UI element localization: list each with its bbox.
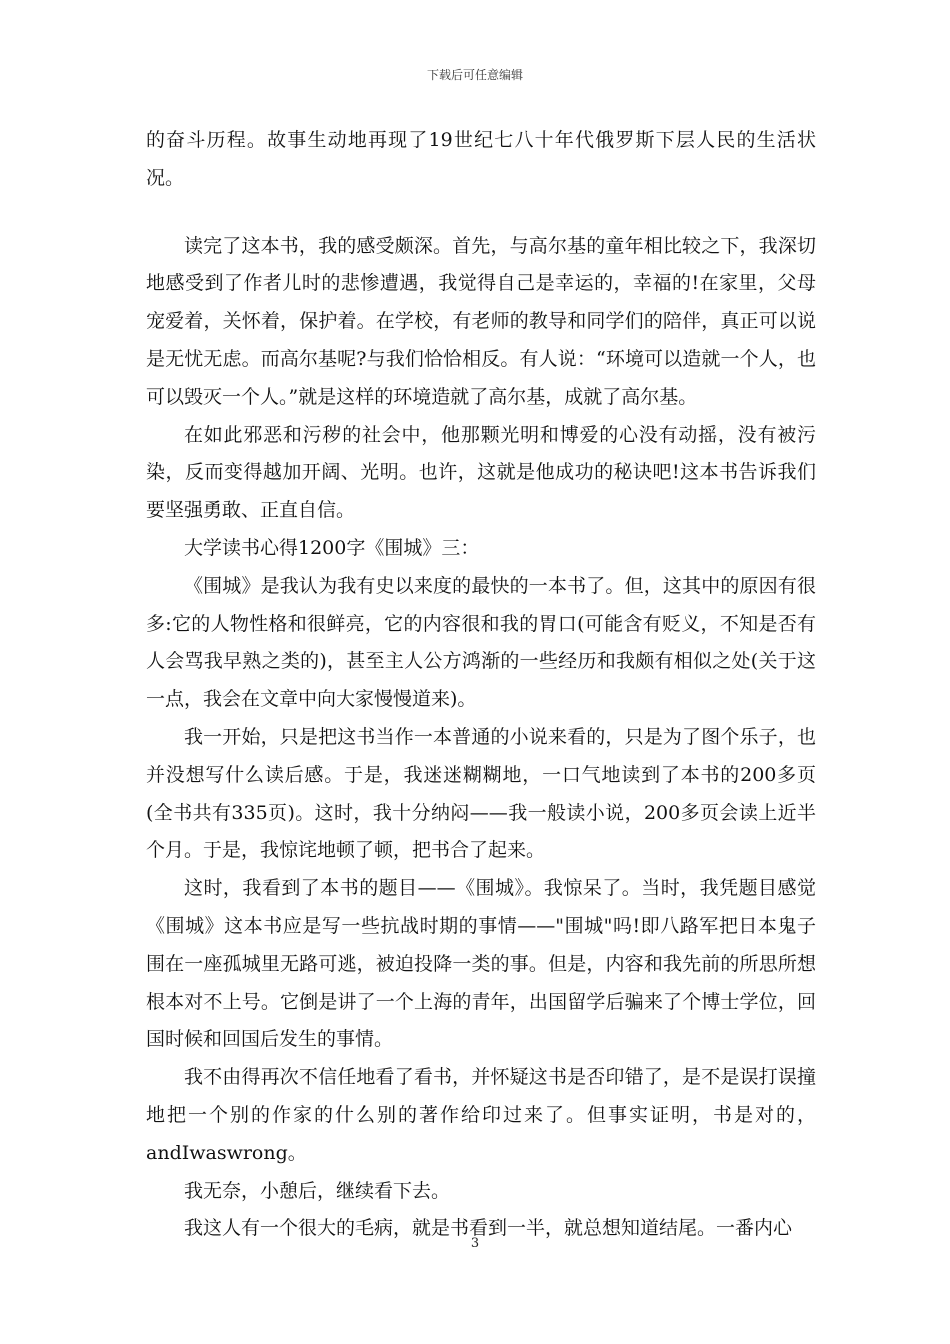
paragraph: 我这人有一个很大的毛病，就是书看到一半，就总想知道结尾。一番内心 bbox=[184, 1217, 793, 1240]
section-heading: 大学读书心得1200字《围城》三： bbox=[184, 536, 480, 559]
paragraph: 我一开始，只是把这书当作一本普通的小说来看的，只是为了图个乐子，也并没想写什么读后感。于是，我迷迷糊糊地，一口气地读到了本书的200多页(全书共有335页)。这时，我十分纳闷——我一般读小说，200多页会读上近半个月。于是，我惊诧地顿了顿，把书合了起来。 bbox=[146, 725, 816, 862]
paragraph-gap bbox=[146, 198, 816, 228]
paragraph: 读完了这本书，我的感受颇深。首先，与高尔基的童年相比较之下，我深切地感受到了作者儿时的悲惨遭遇，我觉得自己是幸运的，幸福的!在家里，父母宠爱着，关怀着，保护着。在学校，有老师的教导和同学们的陪伴，真正可以说是无忧无虑。而高尔基呢?与我们恰恰相反。有人说：“环境可以造就一个人，也可以毁灭一个人。”就是这样的环境造就了高尔基，成就了高尔基。 bbox=[146, 234, 816, 408]
paragraph: 我无奈，小憩后，继续看下去。 bbox=[184, 1179, 451, 1202]
document-body bbox=[146, 122, 816, 1248]
paragraph: 这时，我看到了本书的题目——《围城》。我惊呆了。当时，我凭题目感觉《围城》这本书应是写一些抗战时期的事情——"围城"吗!即八路军把日本鬼子围在一座孤城里无路可逃，被迫投降一类的事。但是，内容和我先前的所思所想根本对不上号。它倒是讲了一个上海的青年，出国留学后骗来了个博士学位，回国时候和回国后发生的事情。 bbox=[146, 877, 816, 1051]
paragraph: 《围城》是我认为我有史以来度的最快的一本书了。但，这其中的原因有很多:它的人物性格和很鲜亮，它的内容很和我的胃口(可能含有贬义，不知是否有人会骂我早熟之类的)，甚至主人公方鸿渐的一些经历和我颇有相似之处(关于这一点，我会在文章中向大家慢慢道来)。 bbox=[146, 574, 816, 711]
paragraph: 在如此邪恶和污秽的社会中，他那颗光明和博爱的心没有动摇，没有被污染，反而变得越加开阔、光明。也许，这就是他成功的秘诀吧!这本书告诉我们要坚强勇敢、正直自信。 bbox=[146, 423, 816, 522]
page-number: 3 bbox=[470, 1236, 480, 1251]
paragraph: 的奋斗历程。故事生动地再现了19世纪七八十年代俄罗斯下层人民的生活状况。 bbox=[146, 129, 816, 189]
page-header: 下载后可任意编辑 bbox=[426, 68, 523, 82]
paragraph: 我不由得再次不信任地看了看书，并怀疑这书是否印错了，是不是误打误撞地把一个别的作家的什么别的著作给印过来了。但事实证明，书是对的，andIwaswrong。 bbox=[146, 1066, 816, 1164]
